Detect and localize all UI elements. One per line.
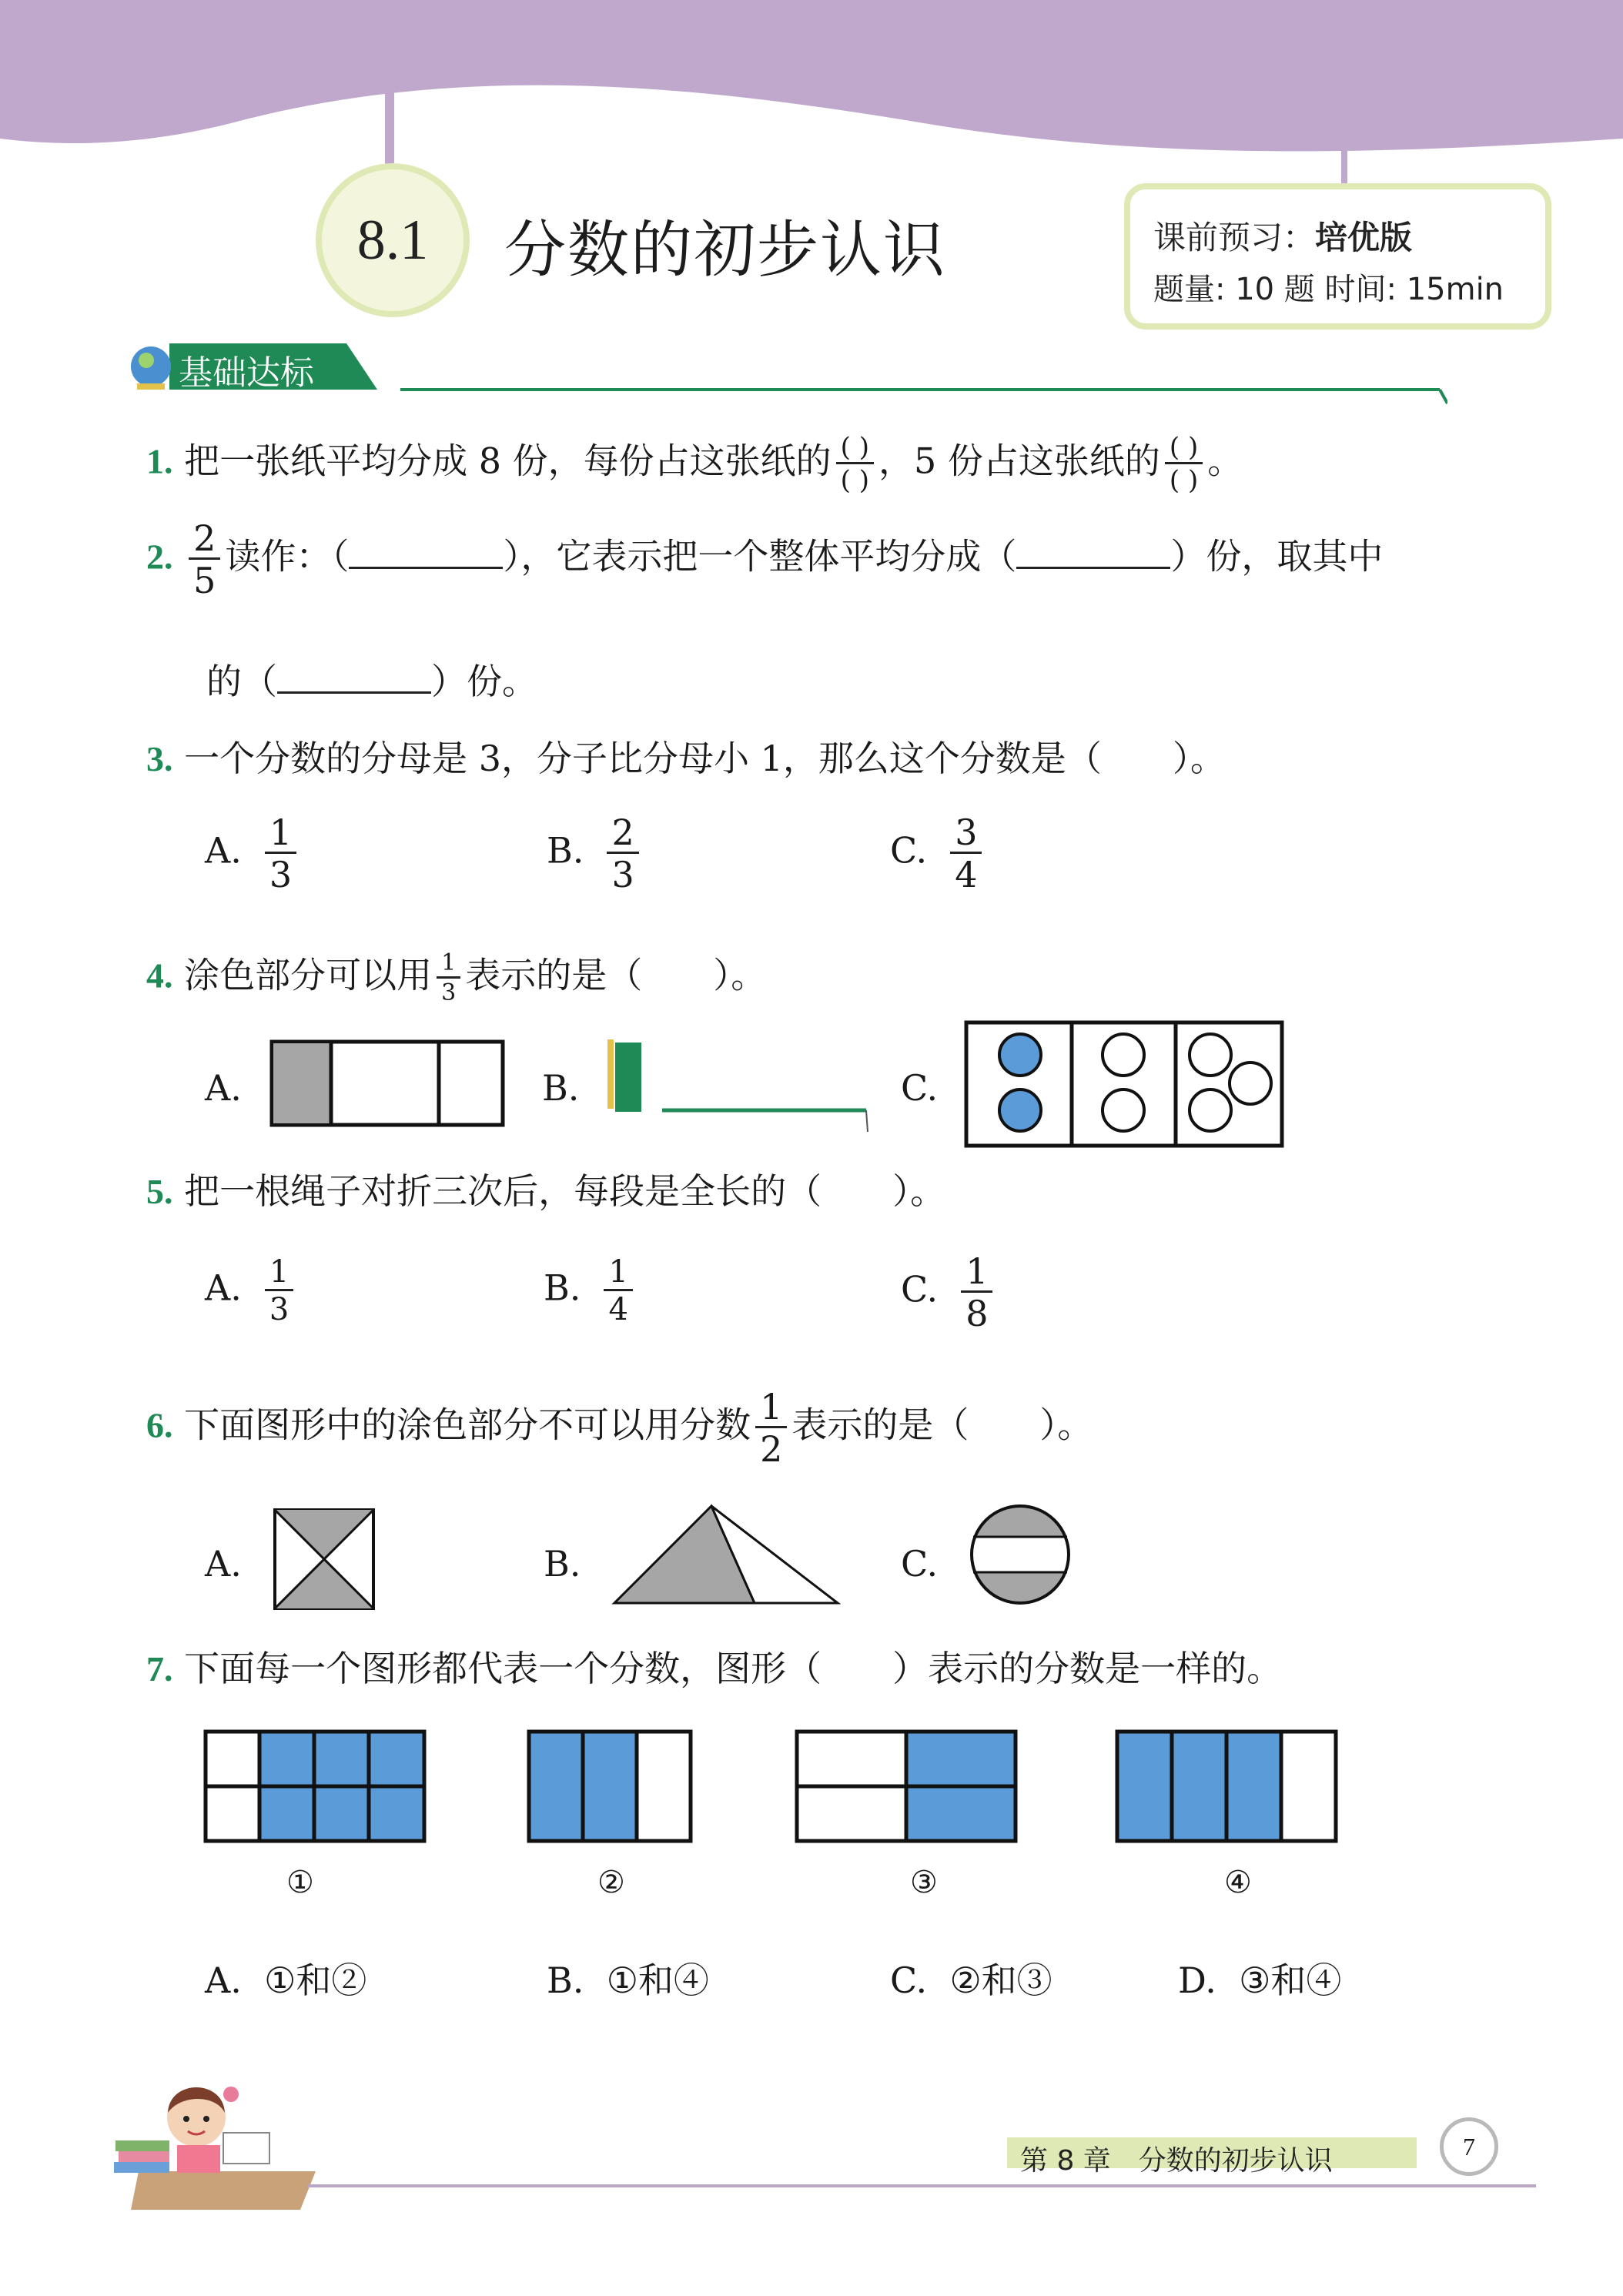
section-label: 基础达标 — [179, 353, 314, 393]
q7-option-c[interactable]: C. ②和③ — [890, 1960, 1052, 2001]
question-7: 7. 下面每一个图形都代表一个分数，图形（ ）表示的分数是一样的。 — [146, 1648, 1283, 1689]
q6-figure-c — [969, 1503, 1072, 1606]
q5-option-a[interactable]: A. $\frac{1}{3}$ — [205, 1257, 298, 1325]
q4-figure-a — [269, 1039, 505, 1127]
fraction: $\frac{2}{5}$ — [189, 520, 220, 598]
q7-figure-4 — [1115, 1729, 1338, 1843]
question-3: 3. 一个分数的分母是 3，分子比分母小 1，那么这个分数是（ ）。 — [146, 738, 1226, 779]
question-4: 4. 涂色部分可以用 $\frac{1}{3}$ 表示的是（ ）。 — [146, 949, 767, 1006]
q7-option-a[interactable]: A. ①和② — [205, 1960, 367, 2001]
info-quantity-time: 题量: 10 题 时间: 15min — [1153, 272, 1504, 307]
figure-label-2: ② — [597, 1865, 625, 1900]
answer-blank-fraction[interactable]: $\frac{( )}{( )}$ — [836, 434, 874, 494]
q7-option-d[interactable]: D. ③和④ — [1178, 1960, 1342, 2001]
q7-option-b[interactable]: B. ①和④ — [547, 1960, 709, 2001]
q4-option-b-label[interactable]: B. — [542, 1067, 580, 1109]
figure-label-4: ④ — [1224, 1865, 1252, 1900]
section-underline — [400, 385, 1447, 408]
q7-figure-1 — [203, 1729, 427, 1843]
answer-blank[interactable] — [1016, 531, 1170, 569]
q6-option-b-label[interactable]: B. — [544, 1543, 581, 1585]
q4-figure-b — [604, 1032, 874, 1136]
q6-figure-a — [273, 1508, 376, 1611]
page-number: 7 — [1440, 2117, 1498, 2176]
q7-figure-3 — [795, 1729, 1018, 1843]
info-label: 课前预习： — [1153, 219, 1316, 256]
figure-label-3: ③ — [910, 1865, 938, 1900]
section-number: 8.1 — [356, 208, 429, 272]
q3-option-a[interactable]: A. $\frac{1}{3}$ — [205, 815, 301, 892]
question-2-line2: 的（ ）份。 — [206, 656, 537, 699]
question-1: 1. 把一张纸平均分成 8 份，每份占这张纸的 $\frac{( )}{( )}$ ，5 份占这张纸的 $\frac{( )}{( )}$ 。 — [146, 432, 1243, 496]
info-version: 培优版 — [1315, 219, 1413, 256]
q6-option-c-label[interactable]: C. — [901, 1543, 939, 1585]
q7-figure-2 — [527, 1729, 693, 1843]
question-6: 6. 下面图形中的涂色部分不可以用分数 $\frac{1}{2}$ 表示的是（ ）。 — [146, 1386, 1093, 1470]
preview-info-box — [1124, 183, 1551, 330]
q6-figure-b — [611, 1501, 842, 1606]
q4-option-c-label[interactable]: C. — [901, 1067, 939, 1109]
q3-option-b[interactable]: B. $\frac{2}{3}$ — [547, 815, 644, 892]
q6-option-a-label[interactable]: A. — [205, 1543, 242, 1585]
footer-chapter: 第 8 章 分数的初步认识 — [1020, 2145, 1333, 2177]
q5-option-c[interactable]: C. $\frac{1}{8}$ — [901, 1253, 997, 1331]
question-2: 2. $\frac{2}{5}$ 读作：（ ），它表示把一个整体平均分成（ ）份，取其中 — [146, 517, 1384, 601]
footer-divider — [308, 2184, 1536, 2187]
question-5: 5. 把一根绳子对折三次后，每段是全长的（ ）。 — [146, 1170, 946, 1212]
figure-label-1: ① — [286, 1865, 314, 1900]
header-banner — [0, 0, 1623, 185]
q4-figure-c — [964, 1020, 1284, 1148]
section-number-badge — [316, 163, 470, 317]
q5-option-b[interactable]: B. $\frac{1}{4}$ — [544, 1257, 637, 1325]
student-reading-illustration — [108, 2048, 323, 2217]
answer-blank[interactable] — [349, 531, 503, 569]
q4-option-a-label[interactable]: A. — [205, 1067, 242, 1109]
q3-option-c[interactable]: C. $\frac{3}{4}$ — [890, 815, 986, 892]
answer-blank-fraction[interactable]: $\frac{( )}{( )}$ — [1165, 434, 1203, 494]
page-title: 分数的初步认识 — [504, 214, 946, 286]
answer-blank[interactable] — [277, 656, 431, 694]
